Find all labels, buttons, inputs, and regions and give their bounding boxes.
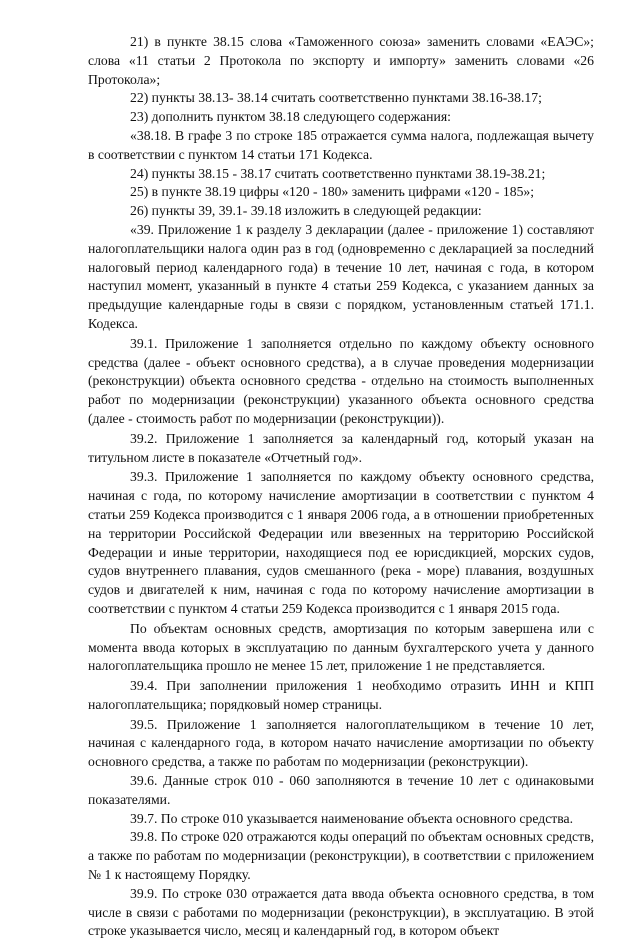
paragraph-39-5: 39.5. Приложение 1 заполняется налогоплательщиком в течение 10 лет, начиная с календарного года, в котором начато начисление амортизации по объекту основного средства, а также по работам по модернизации (реконструкции). xyxy=(88,716,594,770)
paragraph-39-1: 39.1. Приложение 1 заполняется отдельно по каждому объекту основного средства (далее - объект основного средства), а в случае проведения модернизации (реконструкции) объекта основного средства - отдельно на стоимость выполненных работ по модернизации (реконструкции) указанного объекта основного средства (далее - стоимость работ по модернизации (реконструкции)). xyxy=(88,335,594,426)
paragraph-39-6: 39.6. Данные строк 010 - 060 заполняются в течение 10 лет с одинаковыми показателями. xyxy=(88,773,594,807)
paragraph-23: 23) дополнить пунктом 38.18 следующего содержания: xyxy=(130,109,451,125)
paragraph-39: «39. Приложение 1 к разделу 3 декларации (далее - приложение 1) составляют налогоплательщики налога один раз в год (одновременно с декларацией за последний налоговый период календарного года) в течение 10 лет, начиная с года, в котором наступил момент, указанный в пункте 4 статьи 259 Кодекса, с указанием данных за предыдущие календарные годы в связи с порядком, установленным статьей 171.1. Кодекса. xyxy=(88,221,594,331)
paragraph-21: 21) в пункте 38.15 слова «Таможенного союза» заменить словами «ЕАЭС»; слова «11 статьи 2 Протокола по экспорту и импорту» заменить словами «26 Протокола»; xyxy=(88,34,594,87)
paragraph-26: 26) пункты 39, 39.1- 39.18 изложить в следующей редакции: xyxy=(130,203,482,219)
paragraph-25: 25) в пункте 38.19 цифры «120 - 180» заменить цифрами «120 - 185»; xyxy=(130,184,535,200)
paragraph-depreciation-note: По объектам основных средств, амортизация по которым завершена или с момента ввода которых в эксплуатацию по данным бухгалтерского учета у данного налогоплательщика прошло не менее 15 лет, приложение 1 не представляется. xyxy=(88,620,594,674)
paragraph-22: 22) пункты 38.13- 38.14 считать соответственно пунктами 38.16-38.17; xyxy=(130,90,542,106)
paragraph-39-7: 39.7. По строке 010 указывается наименование объекта основного средства. xyxy=(130,810,574,826)
paragraph-39-2: 39.2. Приложение 1 заполняется за календарный год, который указан на титульном листе в показателе «Отчетный год». xyxy=(88,430,594,465)
paragraph-39-4: 39.4. При заполнении приложения 1 необходимо отразить ИНН и КПП налогоплательщика; порядковый номер страницы. xyxy=(88,678,594,712)
paragraph-38-18: «38.18. В графе 3 по строке 185 отражается сумма налога, подлежащая вычету в соответствии с пунктом 14 статьи 171 Кодекса. xyxy=(88,127,594,162)
paragraph-39-9: 39.9. По строке 030 отражается дата ввода объекта основного средства, в том числе в связи с работами по модернизации (реконструкции), в эксплуатацию. В этой строке указывается число, месяц и календарный год, в котором объект xyxy=(88,885,594,939)
paragraph-24: 24) пункты 38.15 - 38.17 считать соответственно пунктами 38.19-38.21; xyxy=(130,165,546,181)
paragraph-39-3: 39.3. Приложение 1 заполняется по каждому объекту основного средства, начиная с года, по которому начисление амортизации в соответствии с пунктом 4 статьи 259 Кодекса производится с 1 января 2006 года, а в отношении приобретенных на территории Российской Федерации или ввезенных на территорию Российской Федерации и иные территории, находящиеся под ее юрисдикцией, морских судов, судов внутреннего плавания, судов смешанного (река - море) плавания, воздушных судов и двигателей к ним, начиная с года по которому начисление амортизации в соответствии с пунктом 4 статьи 259 Кодекса производится с 1 января 2015 года. xyxy=(88,469,594,616)
paragraph-39-8: 39.8. По строке 020 отражаются коды операций по объектам основных средств, а также по работам по модернизации (реконструкции), в соответствии с приложением № 1 к настоящему Порядку. xyxy=(88,829,594,883)
